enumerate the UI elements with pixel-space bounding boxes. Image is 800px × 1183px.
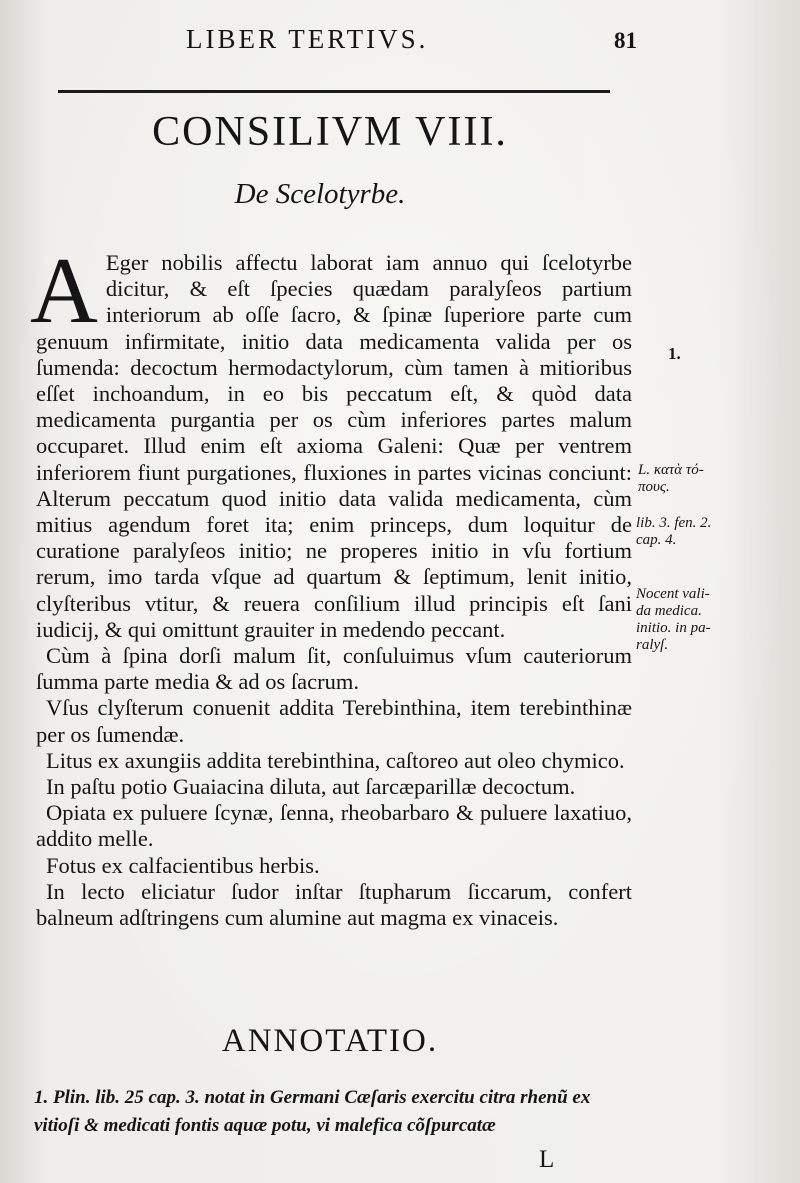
margin-note-line: L. κατὰ τό- <box>638 462 704 478</box>
paragraph: In lecto eliciatur ſudor inſtar ſtupharum ſiccarum, confert balneum adſtringens cum alumine aut magma ex vinaceis. <box>36 878 632 931</box>
chapter-subtitle: De Scelotyrbe. <box>234 178 406 210</box>
margin-note-line: lib. 3. fen. 2. <box>636 515 712 531</box>
paragraph: Vſus clyſterum conuenit addita Terebinthina, item terebinthinæ per os ſumendæ. <box>36 695 632 747</box>
margin-note-line: πους. <box>638 479 670 495</box>
paragraph: Fotus ex calfacientibus herbis. <box>46 852 320 878</box>
margin-note-line: initio. in pa- <box>636 620 711 636</box>
margin-note-line: cap. 4. <box>636 532 677 548</box>
paragraph-text: Eger nobilis affectu laborat iam annuo qui ſcelotyrbe dicitur, & eſt ſpecies quædam paralyſeos partium interiorum ab oſſe ſacro, & ſpinæ ſuperiore parte cum genuum infirmitate, initio data medicamenta valida per os ſumenda: decoctum hermodactylorum, cùm tamen à mitioribus eſſet inchoandum, in eo bis peccatum eſt, & quòd data medicamenta purgantia per os cùm inferiores partes malum occuparet. Illud enim eſt axioma Galeni: Quæ per ventrem inferiorem fiunt purgationes, fluxiones in partes vicinas conciunt: Alterum peccatum quod initio data valida medicamenta, cùm mitius agendum foret ita; enim princeps, dum loquitur de curatione paralyſeos initio; ne properes initio in vſu fortium rerum, imo tarda vſque ad quartum & ſeptimum, lenit initio, clyſteribus vtitur, & reuera conſilium illud principis eſt ſani iudicij, & qui omittunt grauiter in medendo peccant. <box>36 250 632 642</box>
drop-cap: A <box>30 239 98 343</box>
margin-note <box>636 515 736 549</box>
signature-mark: L <box>539 1146 555 1173</box>
paragraph: Cùm à ſpina dorſi malum ſit, conſuluimus vſum cauteriorum ſumma parte media & ad os ſacrum. <box>36 643 632 695</box>
margin-note-line: Nocent vali- <box>636 586 710 602</box>
margin-note-line: da medica. <box>636 603 702 619</box>
margin-note-reference: 1. <box>668 344 681 363</box>
annotation-text: 1. Plin. lib. 25 cap. 3. notat in Germani Cæſaris exercitu citra rhenũ ex vitioſi & medicati fontis aquæ potu, vi malefica cõſpurcatæ <box>34 1087 591 1136</box>
running-head: LIBER TERTIVS. <box>186 24 429 54</box>
paragraph: Opiata ex puluere ſcynæ, ſenna, rheobarbaro & puluere laxatiuo, addito melle. <box>36 800 632 852</box>
header-rule <box>58 90 610 93</box>
margin-note <box>638 462 738 496</box>
margin-note-line: ralyſ. <box>636 637 669 653</box>
paragraph <box>30 239 632 643</box>
chapter-title: CONSILIVM VIII. <box>152 109 508 155</box>
paragraph: In paſtu potio Guaiacina diluta, aut ſarcæparillæ decoctum. <box>46 774 576 800</box>
paragraph: Litus ex axungiis addita terebinthina, caſtoreo aut oleo chymico. <box>46 747 625 773</box>
body-text <box>30 239 632 931</box>
margin-note <box>636 586 736 654</box>
page-number: 81 <box>614 28 637 53</box>
annotation-heading: ANNOTATIO. <box>221 1023 439 1059</box>
